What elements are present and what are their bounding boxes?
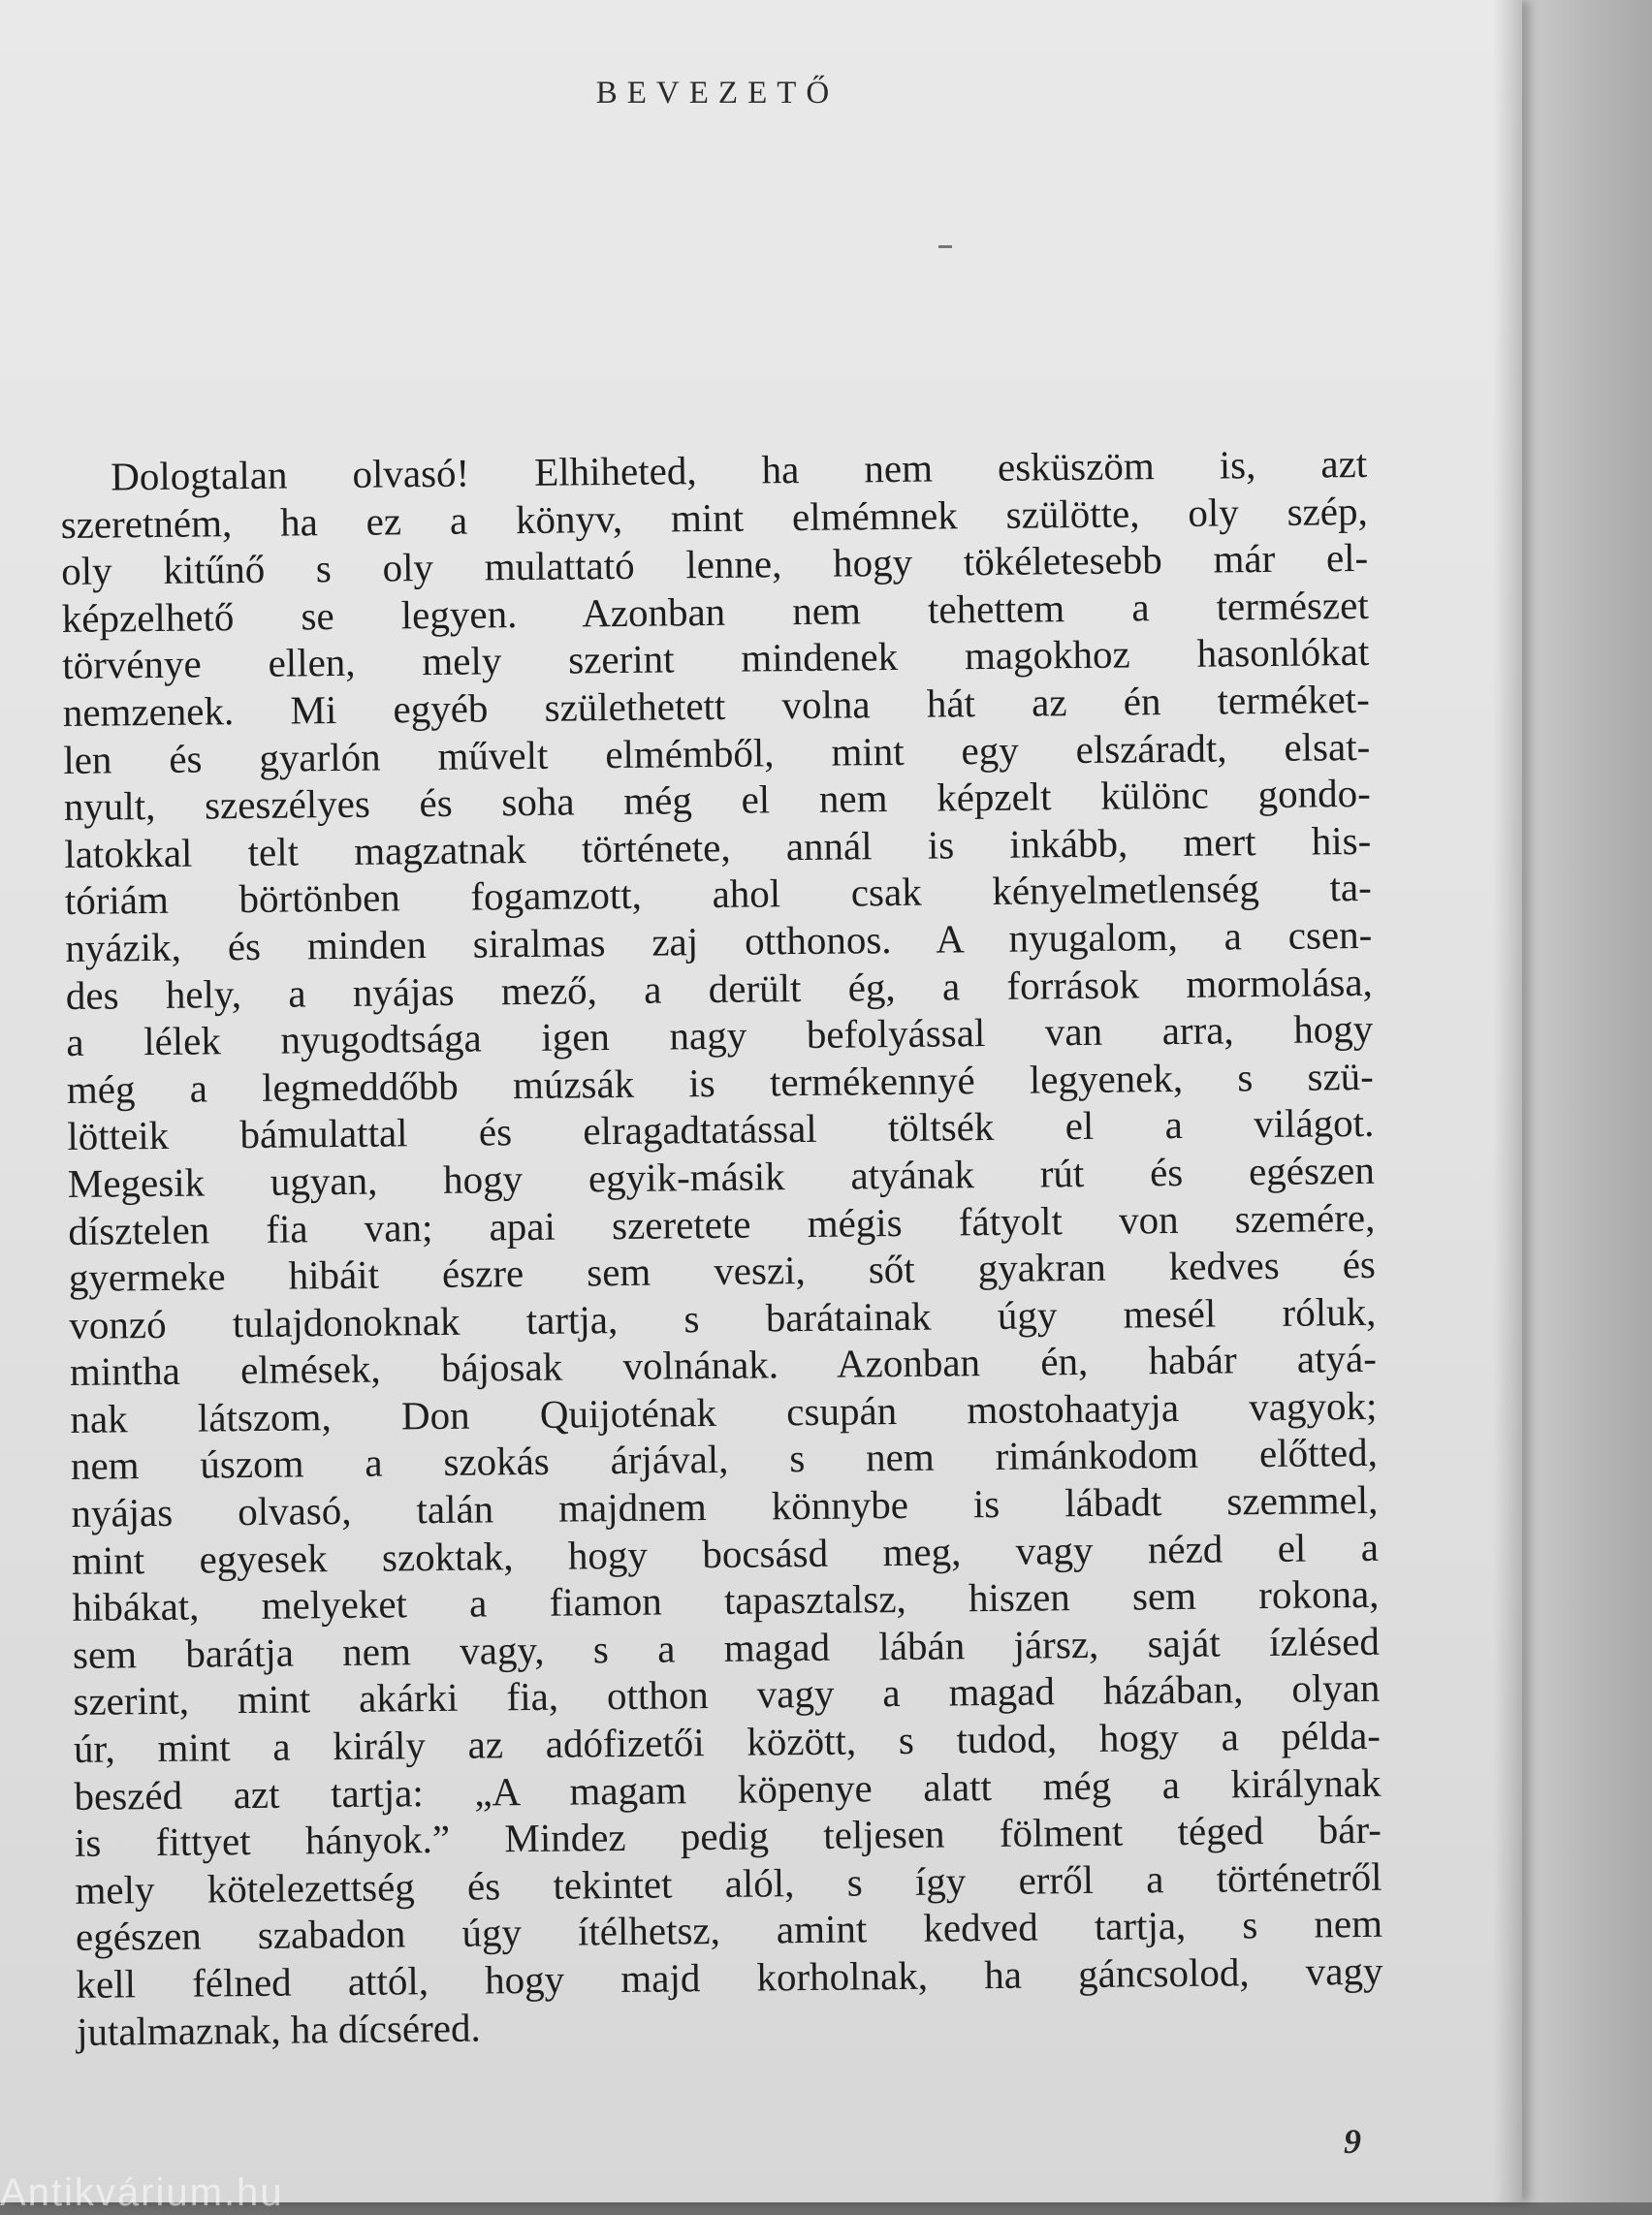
text-line: törvénye ellen, mely szerint mindenek magokhoz hasonlókat	[62, 629, 1370, 688]
text-line: nyult, szeszélyes és soha még el nem képzelt különc gondo-	[63, 771, 1371, 830]
text-line: nyájas olvasó, talán majdnem könnybe is lábadt szemmel,	[71, 1476, 1379, 1536]
text-line: mely kötelezettség és tekintet alól, s így erről a történetről	[75, 1853, 1382, 1913]
text-line: beszéd azt tartja: „A magam köpenye alatt még a királynak	[74, 1759, 1382, 1819]
text-line: nemzenek. Mi egyéb születhetett volna hát az én terméket-	[62, 676, 1370, 735]
ink-mark	[938, 245, 952, 248]
text-line: lötteik bámulattal és elragadtatással töltsék el a világot.	[67, 1100, 1375, 1159]
text-line: gyermeke hibáit észre sem veszi, sőt gyakran kedves és	[68, 1241, 1377, 1301]
body-text	[60, 440, 1383, 2055]
text-line: nem úszom a szokás árjával, s nem rimánkodom előtted,	[70, 1430, 1379, 1489]
text-line: képzelhető se legyen. Azonban nem tehettem a természet	[61, 582, 1369, 641]
text-line: dísztelen fia van; apai szeretete mégis fátyolt von szemére,	[68, 1194, 1376, 1253]
page-number: 9	[1344, 2122, 1361, 2161]
text-line: latokkal telt magzatnak története, annál is inkább, mert his-	[64, 817, 1372, 876]
text-line: Megesik ugyan, hogy egyik-másik atyának rút és egészen	[67, 1147, 1376, 1206]
text-line: vonzó tulajdonoknak tartja, s barátainak úgy mesél róluk,	[69, 1288, 1377, 1347]
text-line: len és gyarlón művelt elmémből, mint egy elszáradt, elsat-	[63, 723, 1371, 782]
text-line: oly kitűnő s oly mulattató lenne, hogy tökéletesebb már el-	[61, 535, 1369, 594]
text-line: mint egyesek szoktak, hogy bocsásd meg, vagy nézd el a	[71, 1524, 1380, 1583]
text-line: nak látszom, Don Quijoténak csupán mostohaatyja vagyok;	[70, 1382, 1378, 1441]
running-head: BEVEZETŐ	[595, 76, 840, 111]
text-line: nyázik, és minden siralmas zaj otthonos. A nyugalom, a csen-	[65, 911, 1373, 970]
text-line: tóriám börtönben fogamzott, ahol csak kényelmetlenség ta-	[64, 865, 1372, 924]
background-surface	[1512, 0, 1652, 2202]
text-line: des hely, a nyájas mező, a derült ég, a források mormolása,	[65, 959, 1374, 1018]
text-line: még a legmeddőbb múzsák is termékennyé legyenek, s szü-	[66, 1053, 1375, 1112]
text-line: sem barátja nem vagy, s a magad lábán jársz, saját ízlésed	[72, 1618, 1381, 1677]
text-line: is fittyet hányok.” Mindez pedig teljesen fölment téged bár-	[74, 1807, 1382, 1866]
text-line: szerint, mint akárki fia, otthon vagy a magad házában, olyan	[73, 1665, 1381, 1725]
page-edge-shadow	[1493, 0, 1522, 2202]
text-line: mintha elmések, bájosak volnának. Azonban én, habár atyá-	[69, 1336, 1378, 1395]
text-line: jutalmaznak, ha dícséred.	[76, 2005, 481, 2054]
text-line: hibákat, melyeket a fiamon tapasztalsz, hiszen sem rokona,	[72, 1571, 1380, 1630]
text-line: kell félned attól, hogy majd korholnak, ha gáncsolod, vagy	[76, 1947, 1383, 2007]
watermark: Antikvárium.hu	[0, 2171, 284, 2214]
text-line: úr, mint a király az adófizetői között, s tudod, hogy a példa-	[73, 1712, 1382, 1771]
text-line: szeretném, ha ez a könyv, mint elmémnek szülötte, oly szép,	[60, 488, 1368, 547]
text-line: a lélek nyugodtsága igen nagy befolyással van arra, hogy	[66, 1005, 1374, 1065]
text-line: Dologtalan olvasó! Elhiheted, ha nem esküszöm is, azt	[111, 440, 1368, 499]
text-line: egészen szabadon úgy ítélhetsz, amint kedved tartja, s nem	[75, 1901, 1383, 1960]
